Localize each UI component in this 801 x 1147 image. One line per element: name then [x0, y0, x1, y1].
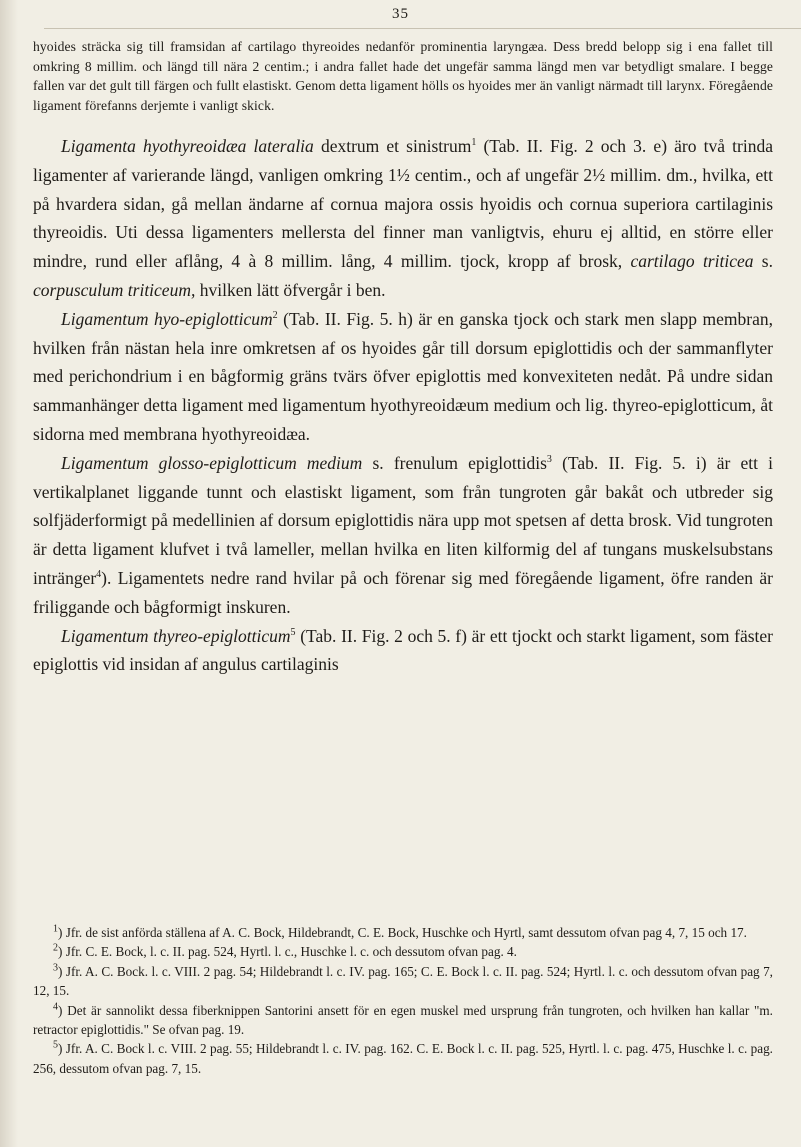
footnote-ref[interactable]: 3: [546, 453, 552, 465]
section-text: (Tab. II. Fig. 5. h) är en ganska tjock och stark men slapp membran, hvilken från nästan hela inre omkretsen af os hyoides går till dorsum epiglottidis och der sammanflyter med perichondrium i en bågformig gräns tvärs öfver epiglottis med konvexiteten nedåt. På undre sidan sammanhänger detta ligament med ligamentum hyothyreoidæum medium och lig. thyreo-epiglotticum, åt sidorna med membrana hyothyreoidæa.: [33, 308, 774, 444]
top-rule: [44, 28, 801, 29]
section-text: hvilken lätt öfvergår i ben.: [195, 279, 386, 300]
footnote-ref[interactable]: 4: [96, 569, 102, 581]
footnote-mark: 2: [53, 943, 58, 955]
section-text: s.: [753, 251, 773, 272]
footnote: $^4$) Det är sannolikt dessa fiberknippen Santorini ansett för en egen muskel med ursprung från tungroten, och hvilken han kallar "m. retractor epiglottidis." Se ofvan pag. 19.: [33, 1001, 773, 1038]
page-number: 35: [392, 6, 409, 22]
section-title: Ligamenta hyothyreoidæa lateralia: [61, 136, 314, 156]
footnote-ref[interactable]: 1: [471, 137, 477, 149]
section-title: Ligamentum hyo-epiglotticum: [61, 308, 273, 329]
footnote-mark: 3: [53, 962, 58, 974]
footnote-ref[interactable]: 5: [290, 626, 296, 638]
carry-over-text: hyoides sträcka sig till framsidan af cartilago thyreoides nedanför prominentia laryngæa. Dess bredd belopp sig i ena fallet till omkring 8 millim. och längd till nära 2 centim.; i andra fallet hade det ungefär samma längd men var betydligt smalare. I begge fallen var det gult till färgen och fullt elastiskt. Genom detta ligament hölls os hyoides mer än vanligt närmadt till larynx. Föregående ligament förefanns derjemte i vanligt skick.: [33, 39, 773, 113]
section-text: (Tab. II. Fig. 2 och 5. f) är ett tjockt och starkt ligament, som fäster epiglottis vid insidan af angulus cartilaginis: [33, 625, 774, 675]
footnote-ref[interactable]: 2: [272, 309, 278, 321]
footnote: $^3$) Jfr. A. C. Bock. l. c. VIII. 2 pag. 54; Hildebrandt l. c. IV. pag. 165; C. E. Bock l. c. II. pag. 524; Hyrtl. l. c. och dessutom ofvan pag 7, 12, 15.: [33, 962, 773, 999]
section-text: dextrum et sinistrum: [313, 136, 472, 156]
carry-over-paragraph: [33, 37, 773, 115]
main-text: [33, 132, 773, 679]
footnote-text: Jfr. de sist anförda ställena af A. C. Bock, Hildebrandt, C. E. Bock, Huschke och Hyrtl, samt dessutom ofvan pag 4, 7, 15 och 17.: [65, 925, 747, 940]
footnote-text: Jfr. A. C. Bock l. c. VIII. 2 pag. 55; Hildebrandt l. c. IV. pag. 162. C. E. Bock l. c. II. pag. 525, Hyrtl. l. c. pag. 475, Huschke l. c. pag. 256, dessutom ofvan pag. 7, 15.: [33, 1041, 773, 1076]
section-glosso-epiglotticum: [33, 449, 773, 622]
italic-term: corpusculum triticeum,: [33, 279, 196, 300]
footnote-mark: 1: [53, 923, 58, 935]
section-text: ). Ligamentets nedre rand hvilar på och förenar sig med föregående ligament, öfre randen är friliggande och bågformigt inskuren.: [33, 567, 773, 617]
section-title: Ligamentum thyreo-epiglotticum: [61, 625, 291, 646]
section-text: (Tab. II. Fig. 5. i) är ett i vertikalplanet liggande tunnt och elastiskt ligament, som från tungroten går bakåt och utbreder sig solfjäderformigt på medellinien af dorsum epiglottidis nära upp mot spetsen af detta brosk. Vid tungroten är detta ligament klufvet i två lameller, mellan hvilka en liten kilformig del af tungans muskelsubstans intränger: [33, 452, 773, 588]
section-text: s. frenulum epiglottidis: [362, 452, 547, 473]
footnote: $^5$) Jfr. A. C. Bock l. c. VIII. 2 pag. 55; Hildebrandt l. c. IV. pag. 162. C. E. Bock l. c. II. pag. 525, Hyrtl. l. c. pag. 475, Huschke l. c. pag. 256, dessutom ofvan pag. 7, 15.: [33, 1040, 773, 1076]
footnote-text: Jfr. C. E. Bock, l. c. II. pag. 524, Hyrtl. l. c., Huschke l. c. och dessutom ofvan pag. 4.: [65, 944, 517, 960]
footnote-mark: 4: [53, 1001, 58, 1013]
section-title: Ligamentum glosso-epiglotticum medium: [61, 452, 363, 473]
footnote: $^2$) Jfr. C. E. Bock, l. c. II. pag. 524, Hyrtl. l. c., Huschke l. c. och dessutom ofvan pag. 4.: [53, 943, 517, 960]
footnote-mark: 5: [53, 1040, 58, 1052]
italic-term: cartilago triticea: [630, 251, 754, 272]
footnotes: [33, 923, 773, 1078]
footnote-text: Det är sannolikt dessa fiberknippen Santorini ansett för en egen muskel med ursprung från tungroten, och hvilken han kallar "m. retractor epiglottidis." Se ofvan pag. 19.: [33, 1002, 773, 1038]
footnote: $^1$) Jfr. de sist anförda ställena af A. C. Bock, Hildebrandt, C. E. Bock, Huschke och Hyrtl, samt dessutom ofvan pag 4, 7, 15 och 17.: [53, 923, 747, 940]
page-gutter-shadow: [0, 0, 18, 1147]
section-thyreo-epiglotticum: [33, 622, 773, 680]
section-hyo-epiglotticum: [33, 305, 773, 449]
section-text: (Tab. II. Fig. 2 och 3. e) äro två trinda ligamenter af varierande längd, vanligen omkring 1½ centim., och af ungefär 2½ millim. dm., hvilka, ett på hvardera sidan, gå mellan ändarne af cornua majora ossis hyoidis och cornua superiora cartilaginis thyreoidis. Uti dessa ligamenters mellersta del finner man vanligtvis, ehuru ej alltid, en större eller mindre, rund eller aflång, 4 à 8 millim. lång, 4 millim. tjock, kropp af brosk,: [33, 136, 773, 272]
footnote-text: Jfr. A. C. Bock. l. c. VIII. 2 pag. 54; Hildebrandt l. c. IV. pag. 165; C. E. Bock l. c. II. pag. 524; Hyrtl. l. c. och dessutom ofvan pag 7, 12, 15.: [33, 963, 773, 999]
section-lateralia: [33, 132, 773, 305]
